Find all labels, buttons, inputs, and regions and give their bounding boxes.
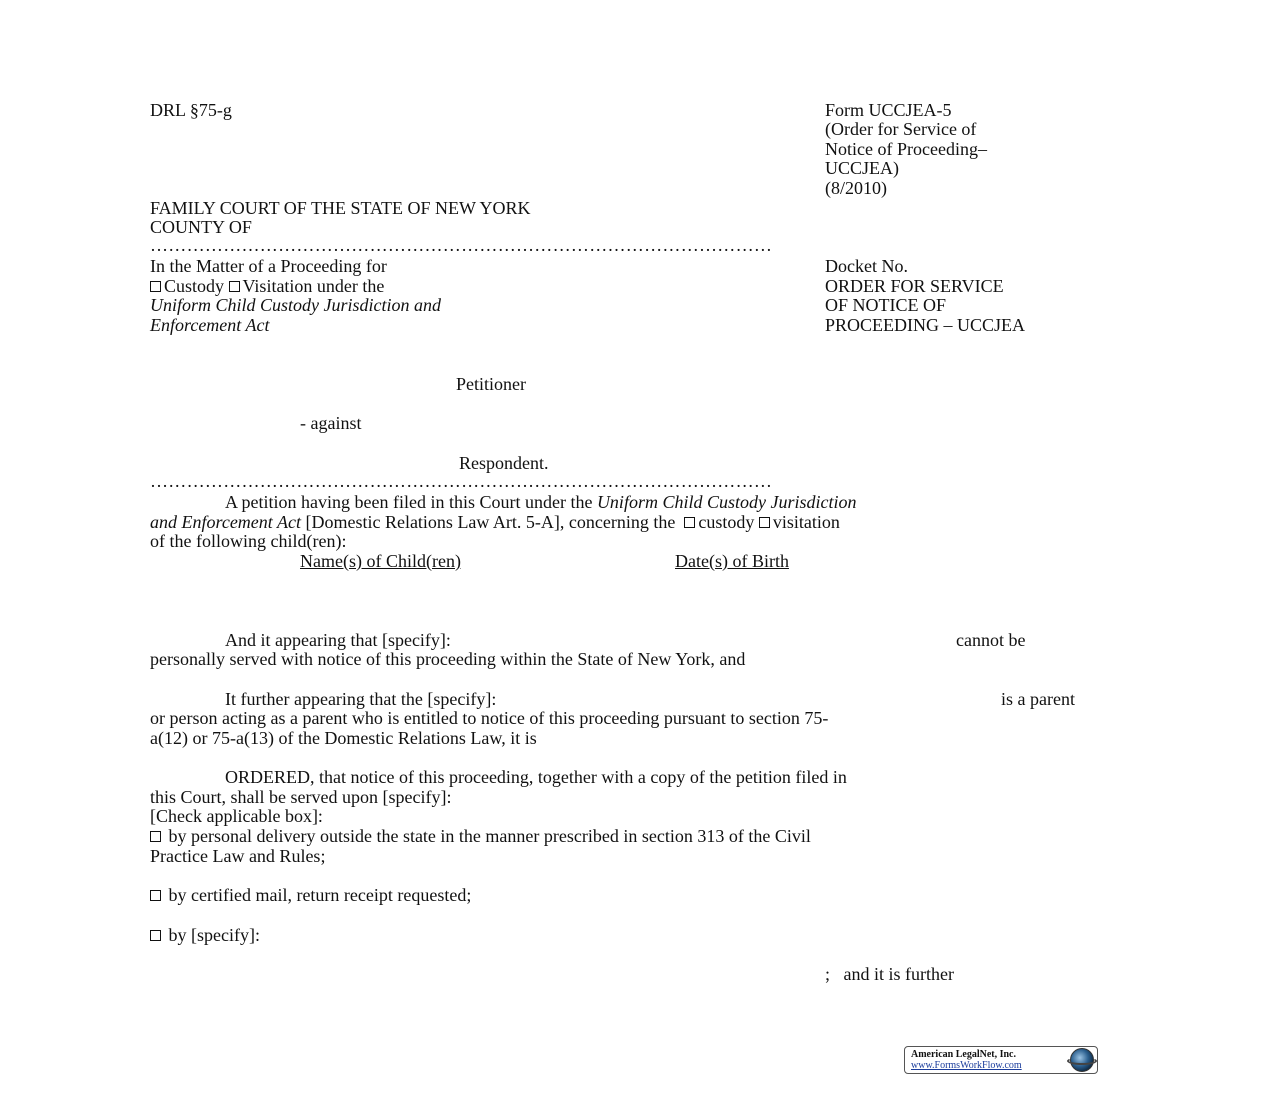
option-other <box>150 926 260 946</box>
custody-label: Custody <box>164 276 225 296</box>
order-title-line-1: ORDER FOR SERVICE <box>825 276 1004 296</box>
custody-checkbox-body[interactable] <box>684 517 695 528</box>
petition-paragraph-line-1 <box>225 493 856 513</box>
respondent-label: Respondent. <box>459 453 549 473</box>
caption-act-line-2: Enforcement Act <box>150 315 270 335</box>
docket-number-label: Docket No. <box>825 256 908 276</box>
court-name: FAMILY COURT OF THE STATE OF NEW YORK <box>150 198 531 218</box>
order-title-line-3: PROCEEDING – UCCJEA <box>825 315 1026 335</box>
county-label: COUNTY OF <box>150 217 252 237</box>
form-date: (8/2010) <box>825 178 887 198</box>
visitation-checkbox-body[interactable] <box>759 517 770 528</box>
is-a-parent-label: is a parent <box>1001 689 1075 709</box>
form-description-line-3: UCCJEA) <box>825 158 900 178</box>
statute-reference: DRL §75-g <box>150 100 232 120</box>
visitation-label-body: visitation <box>772 512 840 532</box>
caption-line-1: In the Matter of a Proceeding for <box>150 256 387 276</box>
ordered-line-1: ORDERED, that notice of this proceeding, together with a copy of the petition filed in <box>225 767 847 787</box>
order-title-line-2: OF NOTICE OF <box>825 295 947 315</box>
petition-act-name: Uniform Child Custody Jurisdiction <box>596 492 857 512</box>
personally-served-line: personally served with notice of this proceeding within the State of New York, and <box>150 649 746 669</box>
option-personal-delivery <box>150 827 811 847</box>
personal-delivery-checkbox[interactable] <box>150 831 161 842</box>
ordered-line-2: this Court, shall be served upon [specify]: <box>150 787 452 807</box>
petitioner-label: Petitioner <box>456 374 526 394</box>
other-method-checkbox[interactable] <box>150 930 161 941</box>
other-method-text: by [specify]: <box>168 925 260 945</box>
petition-paragraph-line-2 <box>150 513 840 533</box>
visitation-label: Visitation under the <box>242 276 385 296</box>
form-number: Form UCCJEA-5 <box>825 100 952 120</box>
petition-text: A petition having been filed in this Court under the <box>225 492 597 512</box>
parent-notice-line: or person acting as a parent who is entitled to notice of this proceeding pursuant to section 75- <box>150 708 829 728</box>
option-personal-delivery-cont: Practice Law and Rules; <box>150 846 326 866</box>
caption-act-line-1: Uniform Child Custody Jurisdiction and <box>150 295 442 315</box>
american-legalnet-logo[interactable] <box>904 1046 1098 1074</box>
petition-act-name-cont: and Enforcement Act <box>150 512 301 532</box>
caption-divider-top: ………………………………………………………………………………………… <box>150 235 773 255</box>
logo-company-name: American LegalNet, Inc. <box>911 1049 1016 1060</box>
petition-law-ref: [Domestic Relations Law Art. 5-A], concerning the <box>300 512 680 532</box>
personal-delivery-text: by personal delivery outside the state in the manner prescribed in section 313 of the Civil <box>168 826 811 846</box>
cannot-be-label: cannot be <box>956 630 1026 650</box>
dates-of-birth-header: Date(s) of Birth <box>675 551 789 571</box>
form-description-line-2: Notice of Proceeding– <box>825 139 987 159</box>
visitation-checkbox[interactable] <box>229 281 240 292</box>
custody-label-body: custody <box>698 512 755 532</box>
petition-paragraph-line-3: of the following child(ren): <box>150 531 347 551</box>
further-appearing-label: It further appearing that the [specify]: <box>225 689 497 709</box>
caption-divider-bottom: ………………………………………………………………………………………… <box>150 471 773 491</box>
custody-checkbox[interactable] <box>150 281 161 292</box>
check-applicable-label: [Check applicable box]: <box>150 806 323 826</box>
caption-custody-line <box>150 277 384 297</box>
option-certified-mail <box>150 886 471 906</box>
swoosh-icon <box>1067 1057 1097 1065</box>
against-label: - against <box>300 413 362 433</box>
further-ordered-line: ; and it is further <box>825 964 954 984</box>
certified-mail-checkbox[interactable] <box>150 890 161 901</box>
logo-url-link[interactable]: www.FormsWorkFlow.com <box>911 1060 1022 1071</box>
drl-reference-line: a(12) or 75-a(13) of the Domestic Relations Law, it is <box>150 728 537 748</box>
form-description-line-1: (Order for Service of <box>825 119 977 139</box>
children-names-header: Name(s) of Child(ren) <box>300 551 461 571</box>
certified-mail-text: by certified mail, return receipt requested; <box>168 885 472 905</box>
appearing-specify-label: And it appearing that [specify]: <box>225 630 451 650</box>
